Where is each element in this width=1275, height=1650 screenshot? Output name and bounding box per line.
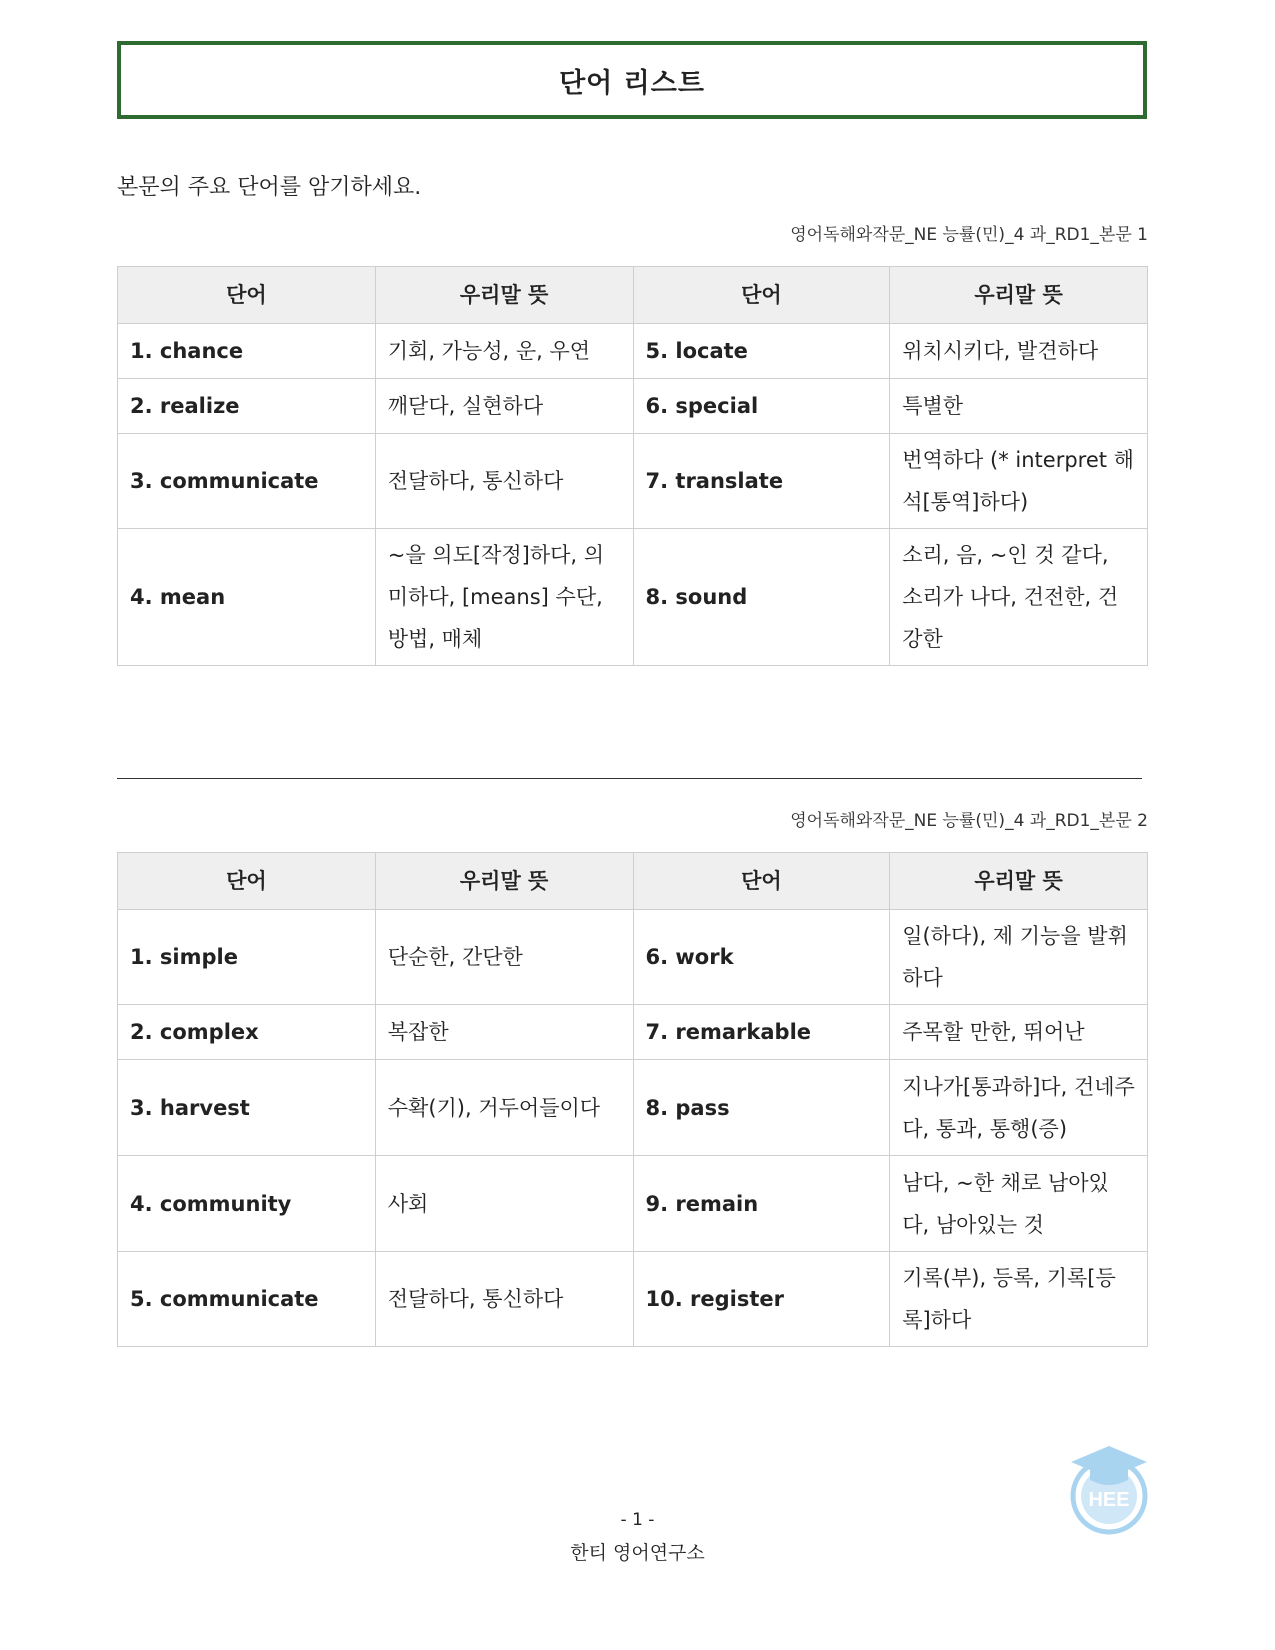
page-title: 단어 리스트 (559, 67, 705, 99)
vocab-word: 3. harvest (118, 1060, 376, 1156)
column-header-word: 단어 (118, 267, 376, 324)
table-row (118, 324, 1148, 379)
vocab-word: 4. mean (118, 529, 376, 666)
table-header-row (118, 267, 1148, 324)
title-box (117, 41, 1147, 119)
table-row (118, 910, 1148, 1005)
vocab-word: 1. simple (118, 910, 376, 1005)
vocab-word: 7. translate (633, 434, 890, 529)
vocab-word: 9. remain (633, 1156, 890, 1252)
column-header-word: 단어 (118, 853, 376, 910)
vocab-word: 8. sound (633, 529, 890, 666)
table-row (118, 529, 1148, 666)
vocab-meaning: 위치시키다, 발견하다 (890, 324, 1148, 379)
vocab-word: 7. remarkable (633, 1005, 890, 1060)
vocab-word: 2. realize (118, 379, 376, 434)
vocab-word: 10. register (633, 1252, 890, 1347)
vocab-table-2 (117, 852, 1148, 1347)
vocab-word: 6. special (633, 379, 890, 434)
vocab-table-1 (117, 266, 1148, 666)
vocab-meaning: ~을 의도[작정]하다, 의미하다, [means] 수단, 방법, 매체 (375, 529, 633, 666)
vocab-meaning: 단순한, 간단한 (375, 910, 633, 1005)
vocab-meaning: 번역하다 (* interpret 해석[통역]하다) (890, 434, 1148, 529)
vocab-word: 3. communicate (118, 434, 376, 529)
table-row (118, 1005, 1148, 1060)
vocab-word: 5. locate (633, 324, 890, 379)
column-header-word: 단어 (633, 267, 890, 324)
vocab-meaning: 전달하다, 통신하다 (375, 434, 633, 529)
vocab-meaning: 사회 (375, 1156, 633, 1252)
section2-source: 영어독해와작문_NE 능률(민)_4 과_RD1_본문 2 (790, 811, 1148, 831)
column-header-meaning: 우리말 뜻 (890, 267, 1148, 324)
vocab-meaning: 전달하다, 통신하다 (375, 1252, 633, 1347)
vocab-word: 1. chance (118, 324, 376, 379)
vocab-meaning: 지나가[통과하]다, 건네주다, 통과, 통행(증) (890, 1060, 1148, 1156)
vocab-word: 2. complex (118, 1005, 376, 1060)
logo-text: HEE (1088, 1489, 1130, 1511)
table-row (118, 379, 1148, 434)
column-header-meaning: 우리말 뜻 (375, 853, 633, 910)
vocab-meaning: 깨닫다, 실현하다 (375, 379, 633, 434)
vocab-meaning: 기회, 가능성, 운, 우연 (375, 324, 633, 379)
instruction-text: 본문의 주요 단어를 암기하세요. (117, 175, 422, 200)
vocab-meaning: 기록(부), 등록, 기록[등록]하다 (890, 1252, 1148, 1347)
section1-source: 영어독해와작문_NE 능률(민)_4 과_RD1_본문 1 (790, 225, 1148, 245)
table-row (118, 1252, 1148, 1347)
vocab-word: 8. pass (633, 1060, 890, 1156)
column-header-meaning: 우리말 뜻 (375, 267, 633, 324)
page-number: - 1 - (620, 1510, 655, 1530)
vocab-word: 6. work (633, 910, 890, 1005)
vocab-meaning: 특별한 (890, 379, 1148, 434)
section-divider (117, 778, 1142, 779)
column-header-word: 단어 (633, 853, 890, 910)
vocab-meaning: 수확(기), 거두어들이다 (375, 1060, 633, 1156)
vocab-meaning: 일(하다), 제 기능을 발휘하다 (890, 910, 1148, 1005)
column-header-meaning: 우리말 뜻 (890, 853, 1148, 910)
vocab-meaning: 주목할 만한, 뛰어난 (890, 1005, 1148, 1060)
table-row (118, 1060, 1148, 1156)
table-header-row (118, 853, 1148, 910)
vocab-word: 5. communicate (118, 1252, 376, 1347)
vocab-meaning: 남다, ~한 채로 남아있다, 남아있는 것 (890, 1156, 1148, 1252)
publisher-name: 한티 영어연구소 (570, 1542, 705, 1564)
vocab-meaning: 소리, 음, ~인 것 같다, 소리가 나다, 건전한, 건강한 (890, 529, 1148, 666)
vocab-meaning: 복잡한 (375, 1005, 633, 1060)
table-row (118, 434, 1148, 529)
table-row (118, 1156, 1148, 1252)
vocab-word: 4. community (118, 1156, 376, 1252)
